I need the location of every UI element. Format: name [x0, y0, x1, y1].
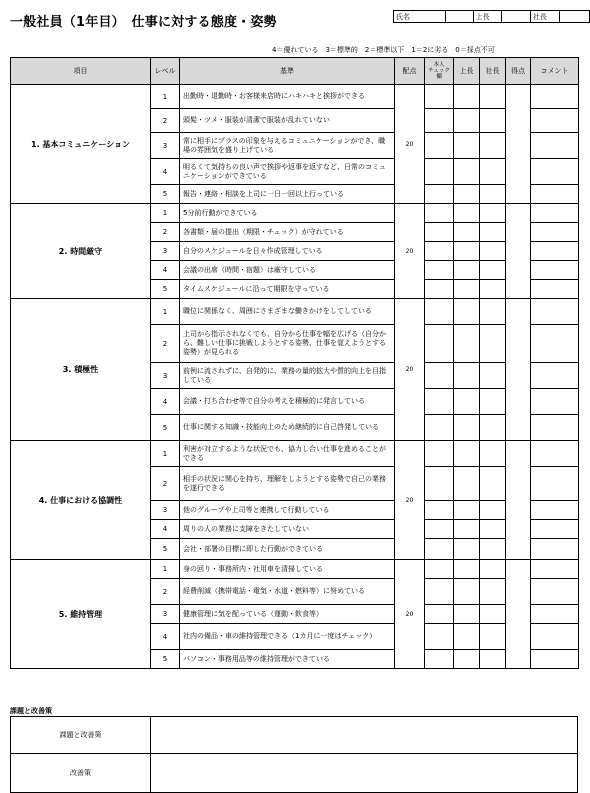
self-check-cell[interactable]: [425, 185, 454, 204]
name-label: 氏名: [394, 11, 446, 23]
criteria-text: 会議・打ち合わせ等で自分の考えを積極的に発言している: [180, 389, 395, 415]
boss-score-cell[interactable]: [454, 650, 480, 669]
level-number: 3: [151, 242, 180, 261]
comment-cell[interactable]: [531, 133, 579, 159]
boss-score-cell[interactable]: [454, 109, 480, 133]
boss-score-cell[interactable]: [454, 520, 480, 539]
comment-cell[interactable]: [531, 441, 579, 467]
self-check-cell[interactable]: [425, 204, 454, 223]
level-number: 4: [151, 261, 180, 280]
level-number: 3: [151, 501, 180, 520]
president-score-cell[interactable]: [480, 441, 506, 467]
criteria-text: 出勤時・退勤時・お客様来店時にハキハキと挨拶ができる: [180, 85, 395, 109]
level-number: 5: [151, 539, 180, 560]
boss-label: 上長: [473, 11, 502, 23]
criteria-row: [11, 560, 579, 579]
category-name: 1. 基本コミュニケーション: [11, 85, 151, 204]
criteria-text: 周りの人の業務に支障をきたしていない: [180, 520, 395, 539]
president-score-cell[interactable]: [480, 204, 506, 223]
header-level: レベル: [151, 58, 180, 85]
score-cell[interactable]: [506, 560, 531, 669]
level-number: 5: [151, 650, 180, 669]
comment-cell[interactable]: [531, 242, 579, 261]
improvement-heading: 課題と改善策: [10, 707, 52, 715]
criteria-row: [11, 85, 579, 109]
comment-cell[interactable]: [531, 299, 579, 325]
comment-cell[interactable]: [531, 185, 579, 204]
boss-score-cell[interactable]: [454, 624, 480, 650]
comment-cell[interactable]: [531, 280, 579, 299]
president-score-cell[interactable]: [480, 299, 506, 325]
comment-cell[interactable]: [531, 363, 579, 389]
criteria-text: 前例に流されずに、自発的に、業務の量的拡大や質的向上を目指している: [180, 363, 395, 389]
score-cell[interactable]: [506, 299, 531, 441]
president-score-cell[interactable]: [480, 325, 506, 363]
level-number: 2: [151, 109, 180, 133]
header-president: 社長: [480, 58, 506, 85]
scoring-legend: 4＝優れている 3＝標準的 2＝標準以下 1＝2に劣る 0＝採点不可: [272, 46, 495, 54]
president-score-cell[interactable]: [480, 501, 506, 520]
level-number: 2: [151, 579, 180, 605]
category-name: 3. 積極性: [11, 299, 151, 441]
category-points: 20: [395, 204, 425, 299]
boss-score-cell[interactable]: [454, 539, 480, 560]
boss-score-cell[interactable]: [454, 441, 480, 467]
self-check-cell[interactable]: [425, 242, 454, 261]
comment-cell[interactable]: [531, 624, 579, 650]
comment-cell[interactable]: [531, 261, 579, 280]
comment-cell[interactable]: [531, 159, 579, 185]
criteria-row: [11, 204, 579, 223]
boss-score-cell[interactable]: [454, 185, 480, 204]
comment-cell[interactable]: [531, 223, 579, 242]
comment-cell[interactable]: [531, 325, 579, 363]
level-number: 1: [151, 441, 180, 467]
criteria-text: 各書類・届の提出（期限・チェック）が守れている: [180, 223, 395, 242]
boss-score-cell[interactable]: [454, 204, 480, 223]
self-check-cell[interactable]: [425, 560, 454, 579]
criteria-text: 自分のスケジュールを日々作成管理している: [180, 242, 395, 261]
comment-cell[interactable]: [531, 539, 579, 560]
boss-score-cell[interactable]: [454, 85, 480, 109]
boss-score-cell[interactable]: [454, 325, 480, 363]
header-boss: 上長: [454, 58, 480, 85]
category-name: 2. 時間厳守: [11, 204, 151, 299]
comment-cell[interactable]: [531, 560, 579, 579]
self-check-cell[interactable]: [425, 299, 454, 325]
header-item: 項目: [11, 58, 151, 85]
level-number: 1: [151, 299, 180, 325]
self-check-cell[interactable]: [425, 389, 454, 415]
improvement-input[interactable]: [151, 754, 578, 793]
comment-cell[interactable]: [531, 467, 579, 501]
self-check-cell[interactable]: [425, 650, 454, 669]
boss-score-cell[interactable]: [454, 467, 480, 501]
president-score-cell[interactable]: [480, 280, 506, 299]
level-number: 5: [151, 280, 180, 299]
self-check-cell[interactable]: [425, 325, 454, 363]
president-score-cell[interactable]: [480, 624, 506, 650]
improvement-row: [11, 754, 578, 793]
header-criteria: 基準: [180, 58, 395, 85]
criteria-text: 利害が対立するような状況でも、協力し合い仕事を進めることができる: [180, 441, 395, 467]
boss-score-cell[interactable]: [454, 415, 480, 441]
criteria-text: 身の回り・事務所内・社用車を清掃している: [180, 560, 395, 579]
president-score-cell[interactable]: [480, 223, 506, 242]
criteria-text: 常に相手にプラスの印象を与えるコミュニケーションができ、職場の雰囲気を盛り上げている: [180, 133, 395, 159]
criteria-text: 相手の状況に関心を持ち、理解をしようとする姿勢で自己の業務を遂行できる: [180, 467, 395, 501]
criteria-text: 社内の備品・車の維持管理できる（1カ月に一度はチェック）: [180, 624, 395, 650]
president-score-cell[interactable]: [480, 520, 506, 539]
president-score-cell[interactable]: [480, 109, 506, 133]
level-number: 5: [151, 185, 180, 204]
boss-field[interactable]: [502, 11, 530, 23]
level-number: 4: [151, 389, 180, 415]
category-points: 20: [395, 85, 425, 204]
boss-score-cell[interactable]: [454, 223, 480, 242]
self-check-cell[interactable]: [425, 363, 454, 389]
criteria-text: 職位に関係なく、周囲にさまざまな働きかけをしてしている: [180, 299, 395, 325]
criteria-text: 会社・部署の目標に即した行動ができている: [180, 539, 395, 560]
president-score-cell[interactable]: [480, 159, 506, 185]
level-number: 1: [151, 204, 180, 223]
level-number: 4: [151, 520, 180, 539]
president-label: 社長: [530, 11, 559, 23]
criteria-text: 仕事に関する知識・技能向上のため継続的に自己啓発している: [180, 415, 395, 441]
category-points: 20: [395, 441, 425, 560]
president-score-cell[interactable]: [480, 185, 506, 204]
president-score-cell[interactable]: [480, 415, 506, 441]
criteria-text: 報告・連絡・相談を上司に一日一回以上行っている: [180, 185, 395, 204]
improvement-row: [11, 717, 578, 754]
comment-cell[interactable]: [531, 204, 579, 223]
self-check-cell[interactable]: [425, 415, 454, 441]
self-check-cell[interactable]: [425, 467, 454, 501]
level-number: 3: [151, 605, 180, 624]
president-score-cell[interactable]: [480, 133, 506, 159]
self-check-cell[interactable]: [425, 441, 454, 467]
president-score-cell[interactable]: [480, 467, 506, 501]
approval-stamp-box: [393, 10, 590, 23]
level-number: 1: [151, 85, 180, 109]
boss-score-cell[interactable]: [454, 605, 480, 624]
president-score-cell[interactable]: [480, 389, 506, 415]
self-check-cell[interactable]: [425, 579, 454, 605]
criteria-text: 上司から指示されなくても、自分から仕事を幅を広げる（自分から、難しい仕事に挑戦しようとする姿勢、仕事を覚えようとする姿勢）が見られる: [180, 325, 395, 363]
criteria-text: 経費削減（携帯電話・電気・水道・燃料等）に努めている: [180, 579, 395, 605]
comment-cell[interactable]: [531, 389, 579, 415]
criteria-row: [11, 299, 579, 325]
criteria-text: タイムスケジュールに沿って期限を守っている: [180, 280, 395, 299]
president-score-cell[interactable]: [480, 242, 506, 261]
president-score-cell[interactable]: [480, 605, 506, 624]
president-score-cell[interactable]: [480, 261, 506, 280]
comment-cell[interactable]: [531, 415, 579, 441]
header-comment: コメント: [531, 58, 579, 85]
category-points: 20: [395, 560, 425, 669]
comment-cell[interactable]: [531, 520, 579, 539]
improvement-label: 課題と改善策: [11, 717, 151, 754]
self-check-cell[interactable]: [425, 539, 454, 560]
score-cell[interactable]: [506, 441, 531, 560]
boss-score-cell[interactable]: [454, 133, 480, 159]
criteria-text: 健康管理に気を配っている（運動・飲食等）: [180, 605, 395, 624]
score-cell[interactable]: [506, 85, 531, 204]
level-number: 2: [151, 325, 180, 363]
president-score-cell[interactable]: [480, 560, 506, 579]
level-number: 2: [151, 223, 180, 242]
self-check-cell[interactable]: [425, 159, 454, 185]
self-check-cell[interactable]: [425, 133, 454, 159]
boss-score-cell[interactable]: [454, 242, 480, 261]
level-number: 4: [151, 159, 180, 185]
comment-cell[interactable]: [531, 85, 579, 109]
president-score-cell[interactable]: [480, 579, 506, 605]
comment-cell[interactable]: [531, 650, 579, 669]
boss-score-cell[interactable]: [454, 159, 480, 185]
name-field[interactable]: [446, 11, 473, 23]
improvement-input[interactable]: [151, 717, 578, 754]
criteria-text: 会議の出席（時間・宿題）は厳守している: [180, 261, 395, 280]
level-number: 3: [151, 133, 180, 159]
improvement-label: 改善策: [11, 754, 151, 793]
president-field[interactable]: [559, 11, 589, 23]
self-check-cell[interactable]: [425, 109, 454, 133]
criteria-text: 他のグループや上司等と連携して行動している: [180, 501, 395, 520]
boss-score-cell[interactable]: [454, 501, 480, 520]
boss-score-cell[interactable]: [454, 299, 480, 325]
president-score-cell[interactable]: [480, 650, 506, 669]
evaluation-table: [10, 57, 579, 669]
self-check-cell[interactable]: [425, 85, 454, 109]
boss-score-cell[interactable]: [454, 280, 480, 299]
comment-cell[interactable]: [531, 579, 579, 605]
level-number: 4: [151, 624, 180, 650]
self-check-cell[interactable]: [425, 280, 454, 299]
self-check-cell[interactable]: [425, 520, 454, 539]
boss-score-cell[interactable]: [454, 560, 480, 579]
level-number: 5: [151, 415, 180, 441]
page-title: 一般社員（1年目） 仕事に対する態度・姿勢: [10, 15, 277, 30]
header-self-check: 本人 チェック 欄: [425, 58, 454, 85]
self-check-cell[interactable]: [425, 624, 454, 650]
level-number: 2: [151, 467, 180, 501]
boss-score-cell[interactable]: [454, 261, 480, 280]
level-number: 3: [151, 363, 180, 389]
header-score: 得点: [506, 58, 531, 85]
self-check-cell[interactable]: [425, 223, 454, 242]
category-name: 4. 仕事における協調性: [11, 441, 151, 560]
header-points: 配点: [395, 58, 425, 85]
header-row: [11, 58, 579, 85]
criteria-text: パソコン・事務用品等の維持管理ができている: [180, 650, 395, 669]
comment-cell[interactable]: [531, 605, 579, 624]
criteria-text: 5分前行動ができている: [180, 204, 395, 223]
self-check-cell[interactable]: [425, 261, 454, 280]
category-name: 5. 維持管理: [11, 560, 151, 669]
president-score-cell[interactable]: [480, 539, 506, 560]
president-score-cell[interactable]: [480, 85, 506, 109]
criteria-text: 明るくて気持ちの良い声で挨拶や返事を返すなど、日常のコミュニケーションができている: [180, 159, 395, 185]
boss-score-cell[interactable]: [454, 579, 480, 605]
criteria-row: [11, 441, 579, 467]
self-check-cell[interactable]: [425, 605, 454, 624]
score-cell[interactable]: [506, 204, 531, 299]
criteria-text: 頭髪・ツメ・服装が清潔で服装が乱れていない: [180, 109, 395, 133]
comment-cell[interactable]: [531, 109, 579, 133]
level-number: 1: [151, 560, 180, 579]
improvement-table: [10, 716, 578, 793]
president-score-cell[interactable]: [480, 363, 506, 389]
boss-score-cell[interactable]: [454, 363, 480, 389]
comment-cell[interactable]: [531, 501, 579, 520]
self-check-cell[interactable]: [425, 501, 454, 520]
boss-score-cell[interactable]: [454, 389, 480, 415]
category-points: 20: [395, 299, 425, 441]
